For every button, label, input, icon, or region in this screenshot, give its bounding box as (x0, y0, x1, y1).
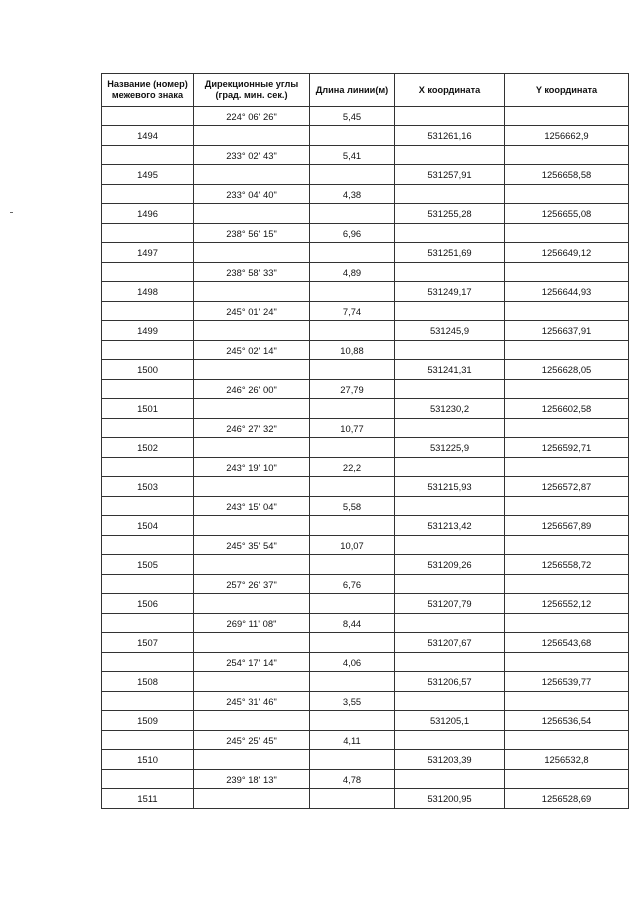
cell-marker-name: 1497 (102, 243, 194, 263)
cell-x-coordinate: 531215,93 (395, 477, 505, 497)
cell-x-coordinate (395, 224, 505, 243)
cell-y-coordinate: 1256658,58 (505, 165, 629, 185)
cell-marker-name (102, 380, 194, 399)
cell-x-coordinate: 531213,42 (395, 516, 505, 536)
header-marker-name: Название (номер) межевого знака (102, 74, 194, 107)
cell-x-coordinate: 531245,9 (395, 321, 505, 341)
cell-marker-name (102, 692, 194, 711)
cell-marker-name: 1494 (102, 126, 194, 146)
cell-marker-name: 1510 (102, 750, 194, 770)
cell-x-coordinate: 531207,79 (395, 594, 505, 614)
cell-bearing-angle: 233° 04' 40" (194, 185, 310, 204)
table-row-segment (102, 302, 629, 321)
cell-marker-name (102, 614, 194, 633)
cell-line-length: 10,07 (310, 536, 395, 555)
table-row-segment (102, 614, 629, 633)
cell-y-coordinate (505, 185, 629, 204)
cell-y-coordinate (505, 341, 629, 360)
table-row-segment (102, 185, 629, 204)
cell-bearing-angle (194, 321, 310, 341)
cell-line-length: 8,44 (310, 614, 395, 633)
cell-y-coordinate (505, 107, 629, 126)
cell-line-length (310, 477, 395, 497)
cell-line-length: 4,38 (310, 185, 395, 204)
cell-marker-name: 1502 (102, 438, 194, 458)
cell-line-length (310, 438, 395, 458)
cell-y-coordinate (505, 731, 629, 750)
cell-marker-name: 1509 (102, 711, 194, 731)
table-row-marker (102, 321, 629, 341)
cell-line-length: 6,96 (310, 224, 395, 243)
cell-x-coordinate (395, 731, 505, 750)
cell-x-coordinate (395, 263, 505, 282)
table-row-marker (102, 204, 629, 224)
cell-x-coordinate: 531230,2 (395, 399, 505, 419)
cell-y-coordinate (505, 653, 629, 672)
cell-bearing-angle (194, 516, 310, 536)
cell-y-coordinate: 1256637,91 (505, 321, 629, 341)
table-row-segment (102, 731, 629, 750)
cell-x-coordinate: 531255,28 (395, 204, 505, 224)
cell-y-coordinate (505, 302, 629, 321)
cell-y-coordinate: 1256662,9 (505, 126, 629, 146)
cell-marker-name: 1496 (102, 204, 194, 224)
cell-bearing-angle (194, 711, 310, 731)
cell-line-length (310, 633, 395, 653)
cell-x-coordinate: 531203,39 (395, 750, 505, 770)
cell-marker-name: 1504 (102, 516, 194, 536)
cell-line-length (310, 516, 395, 536)
cell-bearing-angle (194, 594, 310, 614)
cell-bearing-angle (194, 165, 310, 185)
cell-y-coordinate: 1256552,12 (505, 594, 629, 614)
cell-y-coordinate (505, 770, 629, 789)
table-row-marker (102, 126, 629, 146)
cell-y-coordinate: 1256644,93 (505, 282, 629, 302)
cell-y-coordinate: 1256628,05 (505, 360, 629, 380)
cell-bearing-angle (194, 360, 310, 380)
cell-marker-name (102, 770, 194, 789)
cell-line-length: 10,77 (310, 419, 395, 438)
cell-marker-name: 1498 (102, 282, 194, 302)
cell-bearing-angle: 246° 26' 00" (194, 380, 310, 399)
cell-x-coordinate: 531207,67 (395, 633, 505, 653)
cell-marker-name (102, 146, 194, 165)
cell-bearing-angle (194, 438, 310, 458)
table-row-marker (102, 672, 629, 692)
cell-x-coordinate: 531206,57 (395, 672, 505, 692)
table-row-marker (102, 165, 629, 185)
table-row-segment (102, 692, 629, 711)
cell-x-coordinate (395, 497, 505, 516)
table-row-marker (102, 633, 629, 653)
cell-line-length: 4,89 (310, 263, 395, 282)
cell-marker-name (102, 497, 194, 516)
cell-x-coordinate: 531257,91 (395, 165, 505, 185)
cell-bearing-angle: 238° 58' 33" (194, 263, 310, 282)
cell-line-length: 6,76 (310, 575, 395, 594)
cell-bearing-angle (194, 633, 310, 653)
table-row-segment (102, 107, 629, 126)
table-row-segment (102, 380, 629, 399)
table-row-marker (102, 438, 629, 458)
cell-y-coordinate: 1256572,87 (505, 477, 629, 497)
cell-y-coordinate: 1256532,8 (505, 750, 629, 770)
cell-line-length (310, 204, 395, 224)
cell-bearing-angle (194, 126, 310, 146)
cell-y-coordinate: 1256655,08 (505, 204, 629, 224)
cell-marker-name (102, 224, 194, 243)
cell-y-coordinate: 1256567,89 (505, 516, 629, 536)
cell-bearing-angle (194, 282, 310, 302)
cell-y-coordinate: 1256543,68 (505, 633, 629, 653)
cell-line-length: 4,11 (310, 731, 395, 750)
cell-marker-name (102, 185, 194, 204)
cell-marker-name (102, 731, 194, 750)
cell-bearing-angle: 245° 25' 45" (194, 731, 310, 750)
cell-marker-name: 1507 (102, 633, 194, 653)
cell-line-length: 4,06 (310, 653, 395, 672)
cell-x-coordinate (395, 302, 505, 321)
cell-y-coordinate (505, 692, 629, 711)
table-row-marker (102, 594, 629, 614)
cell-x-coordinate: 531261,16 (395, 126, 505, 146)
cell-line-length (310, 360, 395, 380)
cell-marker-name (102, 575, 194, 594)
header-line-length: Длина линии(м) (310, 74, 395, 107)
cell-x-coordinate: 531209,26 (395, 555, 505, 575)
table-row-segment (102, 653, 629, 672)
cell-bearing-angle: 245° 31' 46" (194, 692, 310, 711)
cell-bearing-angle: 245° 02' 14" (194, 341, 310, 360)
cell-bearing-angle: 246° 27' 32" (194, 419, 310, 438)
cell-x-coordinate (395, 575, 505, 594)
table-row-marker (102, 750, 629, 770)
cell-x-coordinate (395, 107, 505, 126)
cell-line-length (310, 243, 395, 263)
cell-y-coordinate (505, 536, 629, 555)
scan-speck (10, 212, 13, 213)
table-header (102, 74, 629, 107)
cell-x-coordinate (395, 185, 505, 204)
cell-y-coordinate (505, 263, 629, 282)
cell-x-coordinate (395, 341, 505, 360)
table-row-segment (102, 536, 629, 555)
cell-y-coordinate (505, 575, 629, 594)
cell-bearing-angle (194, 477, 310, 497)
cell-marker-name: 1506 (102, 594, 194, 614)
cell-marker-name: 1495 (102, 165, 194, 185)
table-row-segment (102, 419, 629, 438)
cell-y-coordinate (505, 224, 629, 243)
cell-marker-name (102, 341, 194, 360)
cell-line-length: 10,88 (310, 341, 395, 360)
cell-bearing-angle (194, 789, 310, 809)
cell-marker-name (102, 653, 194, 672)
cell-bearing-angle (194, 555, 310, 575)
table-row-segment (102, 263, 629, 282)
table-row-segment (102, 224, 629, 243)
cell-x-coordinate (395, 692, 505, 711)
cell-marker-name: 1511 (102, 789, 194, 809)
cell-line-length (310, 321, 395, 341)
cell-line-length: 7,74 (310, 302, 395, 321)
table-row-marker (102, 282, 629, 302)
table-row-marker (102, 477, 629, 497)
table-row-marker (102, 555, 629, 575)
cell-line-length (310, 789, 395, 809)
cell-bearing-angle (194, 204, 310, 224)
cell-line-length (310, 399, 395, 419)
cell-marker-name: 1499 (102, 321, 194, 341)
cell-y-coordinate (505, 146, 629, 165)
cell-x-coordinate: 531251,69 (395, 243, 505, 263)
cell-line-length (310, 126, 395, 146)
cell-bearing-angle (194, 750, 310, 770)
cell-y-coordinate (505, 419, 629, 438)
cell-line-length: 5,58 (310, 497, 395, 516)
table-row-marker (102, 789, 629, 809)
cell-line-length (310, 594, 395, 614)
cell-marker-name (102, 107, 194, 126)
cell-marker-name (102, 458, 194, 477)
cell-bearing-angle: 239° 18' 13" (194, 770, 310, 789)
cell-x-coordinate: 531241,31 (395, 360, 505, 380)
cell-bearing-angle: 257° 26' 37" (194, 575, 310, 594)
table-row-marker (102, 243, 629, 263)
cell-marker-name: 1501 (102, 399, 194, 419)
cell-bearing-angle: 238° 56' 15" (194, 224, 310, 243)
cell-y-coordinate: 1256592,71 (505, 438, 629, 458)
cell-line-length: 5,45 (310, 107, 395, 126)
cell-x-coordinate: 531225,9 (395, 438, 505, 458)
cell-y-coordinate (505, 458, 629, 477)
cell-y-coordinate: 1256539,77 (505, 672, 629, 692)
cell-y-coordinate: 1256536,54 (505, 711, 629, 731)
cell-marker-name (102, 263, 194, 282)
cell-line-length (310, 165, 395, 185)
cell-line-length: 5,41 (310, 146, 395, 165)
cell-x-coordinate: 531249,17 (395, 282, 505, 302)
cell-x-coordinate (395, 770, 505, 789)
cell-x-coordinate (395, 146, 505, 165)
cell-x-coordinate (395, 653, 505, 672)
cell-line-length (310, 555, 395, 575)
table-row-segment (102, 770, 629, 789)
cell-y-coordinate (505, 497, 629, 516)
table-row-marker (102, 516, 629, 536)
cell-y-coordinate: 1256528,69 (505, 789, 629, 809)
table-row-segment (102, 458, 629, 477)
cell-marker-name: 1505 (102, 555, 194, 575)
cell-bearing-angle (194, 243, 310, 263)
table-row-segment (102, 146, 629, 165)
cell-y-coordinate (505, 380, 629, 399)
cell-marker-name (102, 419, 194, 438)
cell-x-coordinate (395, 419, 505, 438)
table-row-marker (102, 360, 629, 380)
cell-line-length (310, 672, 395, 692)
cell-bearing-angle: 254° 17' 14" (194, 653, 310, 672)
cell-line-length (310, 750, 395, 770)
table-row-segment (102, 341, 629, 360)
cell-line-length (310, 282, 395, 302)
header-y-coordinate: Y координата (505, 74, 629, 107)
header-bearing-angles: Дирекционные углы (град. мин. сек.) (194, 74, 310, 107)
cell-y-coordinate: 1256558,72 (505, 555, 629, 575)
cell-x-coordinate (395, 380, 505, 399)
table-row-marker (102, 711, 629, 731)
table-row-segment (102, 575, 629, 594)
cell-line-length (310, 711, 395, 731)
cell-bearing-angle: 224° 06' 26" (194, 107, 310, 126)
cell-bearing-angle: 245° 01' 24" (194, 302, 310, 321)
table-row-marker (102, 399, 629, 419)
table-body (102, 107, 629, 809)
cell-x-coordinate (395, 614, 505, 633)
cell-line-length: 27,79 (310, 380, 395, 399)
cell-x-coordinate (395, 458, 505, 477)
cell-marker-name: 1500 (102, 360, 194, 380)
cell-marker-name (102, 302, 194, 321)
cell-line-length: 22,2 (310, 458, 395, 477)
cell-bearing-angle: 243° 19' 10" (194, 458, 310, 477)
cell-marker-name: 1503 (102, 477, 194, 497)
cell-line-length: 4,78 (310, 770, 395, 789)
cell-marker-name (102, 536, 194, 555)
cell-y-coordinate (505, 614, 629, 633)
cell-marker-name: 1508 (102, 672, 194, 692)
table-row-segment (102, 497, 629, 516)
cell-y-coordinate: 1256649,12 (505, 243, 629, 263)
cell-x-coordinate (395, 536, 505, 555)
boundary-coordinates-table (101, 73, 629, 809)
cell-bearing-angle: 245° 35' 54" (194, 536, 310, 555)
cell-line-length: 3,55 (310, 692, 395, 711)
cell-bearing-angle: 269° 11' 08" (194, 614, 310, 633)
cell-bearing-angle: 243° 15' 04" (194, 497, 310, 516)
cell-x-coordinate: 531205,1 (395, 711, 505, 731)
cell-bearing-angle (194, 672, 310, 692)
cell-y-coordinate: 1256602,58 (505, 399, 629, 419)
header-x-coordinate: X координата (395, 74, 505, 107)
cell-x-coordinate: 531200,95 (395, 789, 505, 809)
cell-bearing-angle (194, 399, 310, 419)
cell-bearing-angle: 233° 02' 43" (194, 146, 310, 165)
